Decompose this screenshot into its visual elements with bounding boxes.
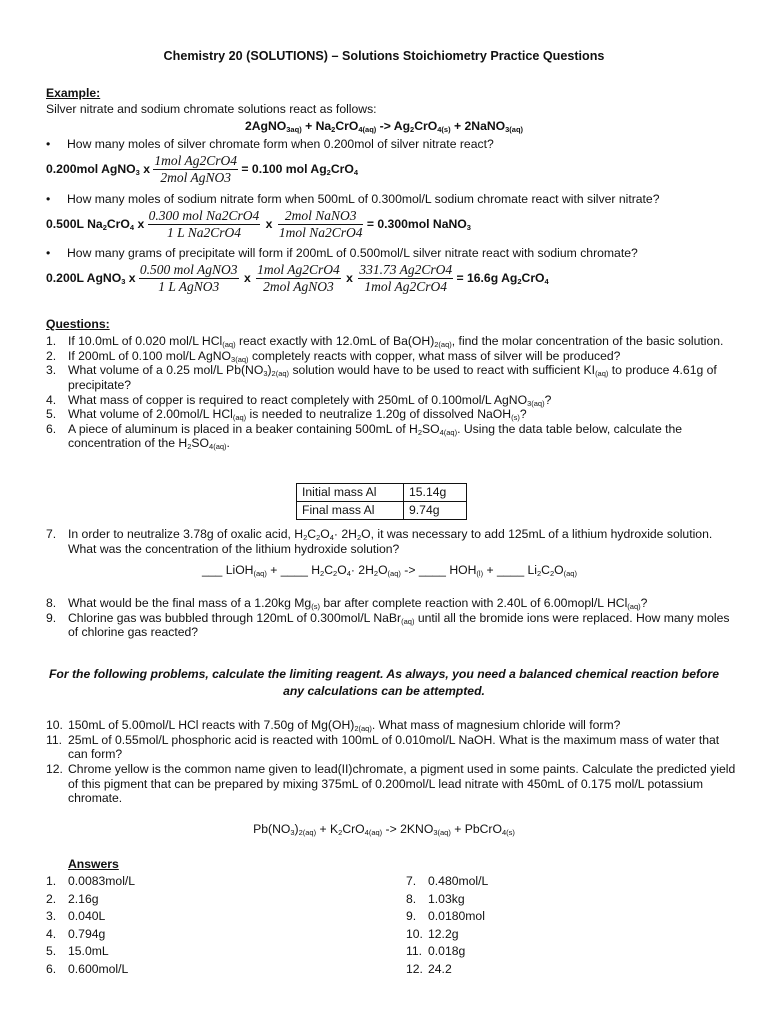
question-11: 11. 25mL of 0.55mol/L phosphoric acid is reacted with 100mL of 0.010mol/L NaOH. What is the maximum mass of water that can form?: [46, 732, 720, 762]
answer-8: 8. 1.03kg: [406, 891, 465, 906]
limiting-question-list: [46, 718, 736, 806]
answer-11: 11. 0.018g: [406, 944, 466, 958]
calc2-frac1-den: 1 L Na2CrO4: [166, 225, 241, 240]
question-9: 9. Chlorine gas was bubbled through 120mL of 0.300mol/L NaBr$_{(aq)}$ until all the bromide ions were replaced. How many moles of chlorine gas reacted?: [46, 610, 730, 640]
page-title: Chemistry 20 (SOLUTIONS) – Solutions Stoichiometry Practice Questions: [163, 49, 605, 63]
example-intro: Silver nitrate and sodium chromate solutions react as follows:: [46, 102, 377, 116]
calc1-result: = 0.100 mol Ag: [241, 162, 327, 177]
answer-2: 2. 2.16g: [46, 891, 99, 906]
answer-10: 10. 12.2g: [406, 926, 459, 941]
answer-1: 1. 0.0083mol/L: [46, 874, 136, 888]
example-question-1: • How many moles of silver chromate form when 0.200mol of silver nitrate react?: [67, 137, 494, 152]
calc2-mole-ratio: [278, 208, 364, 241]
question-5: 5. What volume of 2.00mol/L HCl$_{(aq)}$ is needed to neutralize 1.20g of dissolved NaOH$_{(s)}$?: [46, 407, 527, 423]
calc3-molar-mass: [358, 262, 453, 295]
question-12: 12. Chrome yellow is the common name given to lead(II)chromate, a pigment used in some paints. Calculate the predicted yield of this pigment that can be prepared by mixing 375mL of 0.200mol/L lead nitrate with 450mL of 0.175 mol/L potassium chromate.: [46, 761, 736, 806]
question-list: [46, 334, 736, 451]
table-row: [297, 484, 467, 502]
calc2-concentration: [148, 208, 261, 241]
calc3-frac1-num: 0.500 mol AgNO3: [139, 262, 238, 277]
calc3-frac2-num: 1mol Ag2CrO4: [257, 262, 340, 277]
answers-column-left: [46, 874, 135, 979]
aluminum-mass-table: [296, 483, 467, 520]
table-cell: Initial mass Al: [297, 484, 404, 502]
answers-heading: Answers: [68, 857, 119, 871]
question-6: 6. A piece of aluminum is placed in a beaker containing 500mL of $H_2SO_{4(aq)}$. Using the data table below, calculate the concentration of the $H_2SO_{4(aq)}$.: [46, 421, 683, 452]
calc1-ratio-num: 1mol Ag2CrO4: [154, 153, 238, 168]
example-reaction-equation: 2AgNO$_{3aq)}$ + $Na_2CrO_{4(aq)} -> Ag_2CrO_{4(s)}$ + 2NaNO$_{3(aq)}$: [244, 119, 524, 134]
answer-4: 4. 0.794g: [46, 926, 106, 941]
calc3-frac3-den: 1mol Ag2CrO4: [364, 279, 448, 294]
example-heading: Example:: [46, 86, 101, 100]
calc3-frac1-den: 1 L AgNO3: [158, 279, 220, 294]
answer-9: 9. 0.0180mol: [406, 909, 485, 923]
question-12-equation: $Pb(NO_3)_{2(aq)} + K_2CrO_{4(aq)} -> 2KNO_{3(aq)}$ + PbCrO$_{4(s)}$: [253, 822, 515, 837]
questions-heading: Questions:: [46, 317, 110, 331]
table-cell: 9.74g: [404, 502, 467, 520]
question-list-continued-2: [46, 596, 736, 640]
calc2-frac2-num: 2mol NaNO3: [278, 208, 364, 225]
answer-5: 5. 15.0mL: [46, 944, 109, 958]
answer-6: 6. 0.600mol/L: [46, 961, 129, 976]
example-calculation-2: 0.500L $Na_2CrO_4$ x $\frac{\text{0.300 mol Na2CrO4}}{\text{1 L Na2CrO4}}$ x $\frac{\text{2mol NaNO3}}{\text{1mol Na2CrO4}}$ = 0.300mol NaNO$_3$: [46, 208, 471, 240]
example-question-3: • How many grams of precipitate will form if 200mL of 0.500mol/L silver nitrate react with sodium chromate?: [67, 246, 638, 261]
calc2-given: 0.500L Na: [46, 217, 103, 232]
answers-column-right: [406, 874, 488, 979]
question-2: 2. If 200mL of 0.100 mol/L AgNO$_{3(aq)}$ completely reacts with copper, what mass of silver will be produced?: [46, 348, 621, 364]
calc3-result: = 16.6g Ag: [456, 271, 518, 286]
answer-12: 12. 24.2: [406, 961, 452, 976]
question-8: 8. What would be the final mass of a 1.20kg $Mg_{(s)}$ bar after complete reaction with 2.40L of 6.00mopl/L HCl$_{(aq)}$?: [46, 596, 648, 611]
calc2-frac1-num: 0.300 mol Na2CrO4: [148, 208, 260, 223]
answer-7: 7. 0.480mol/L: [406, 874, 489, 888]
question-1: 1. If 10.0mL of 0.020 mol/L HCl$_{(aq)}$ react exactly with 12.0mL of $Ba(OH)_{2(aq)}$, find the molar concentration of the basic solution.: [46, 334, 724, 349]
question-7: 7. In order to neutralize 3.78g of oxalic acid, $H_2C_2O_4\cdot 2H_2O$, it was necessary to add 125mL of a lithium hydroxide solution. What was the concentration of the lithium hydroxide solution?: [46, 527, 713, 556]
calc1-given: 0.200mol AgNO: [46, 162, 136, 177]
calc1-mole-ratio: [153, 153, 238, 186]
calc2-result: = 0.300mol NaNO: [366, 217, 467, 232]
question-3: 3. What volume of a 0.25 mol/L $Pb(NO_3)_{2(aq)}$ solution would have to be used to react with sufficient $KI_{(aq)}$ to produce 4.61g of precipitate?: [46, 363, 717, 392]
calc3-frac2-den: 2mol AgNO3: [263, 279, 334, 294]
limiting-reagent-note: For the following problems, calculate the limiting reagent. As always, you need a balanced chemical reaction before any calculations can be attempted.: [48, 667, 720, 698]
question-4: 4. What mass of copper is required to react completely with 250mL of 0.100mol/L AgNO$_{3(aq)}$?: [46, 392, 552, 408]
answer-3: 3. 0.040L: [46, 909, 106, 923]
calc3-concentration: [139, 262, 239, 295]
table-cell: Final mass Al: [297, 502, 404, 520]
question-10: 10. 150mL of 5.00mol/L HCl reacts with 7.50g of $Mg(OH)_{2(aq)}$. What mass of magnesium chloride will form?: [46, 718, 621, 733]
example-question-2: • How many moles of sodium nitrate form when 500mL of 0.300mol/L sodium chromate react with silver nitrate?: [67, 192, 659, 207]
question-list-continued: [46, 527, 736, 556]
calc1-ratio-den: 2mol AgNO3: [160, 170, 232, 185]
example-calculation-1: 0.200mol AgNO$_3$ x $\frac{\text{1mol Ag2CrO4}}{\text{2mol AgNO3}}$ = 0.100 mol $Ag_2CrO_4$: [46, 153, 359, 185]
table-cell: 15.14g: [404, 484, 467, 502]
calc3-given: 0.200L AgNO: [46, 271, 122, 286]
calc2-frac2-den: 1mol Na2CrO4: [278, 225, 363, 240]
calc3-frac3-num: 331.73 Ag2CrO4: [359, 262, 453, 277]
example-calculation-3: 0.200L AgNO$_3$ x $\frac{\text{0.500 mol AgNO3}}{\text{1 L AgNO3}}$ x $\frac{\text{1mol Ag2CrO4}}{\text{2mol AgNO3}}$ x $\frac{\text{331.73 Ag2CrO4}}{\text{1mol Ag2CrO4}}$ = 16.6g $Ag_2CrO_4$: [46, 262, 549, 294]
calc3-mole-ratio: [256, 262, 341, 295]
table-row: [297, 502, 467, 520]
question-7-equation: ___ LiOH$_{(aq)}$ + ____ $H_2C_2O_4\cdot 2H_2O_{(aq)}$ -> ____ $HOH_{(l)}$ + ____ $Li_2C_2O_{(aq)}$: [202, 563, 577, 578]
